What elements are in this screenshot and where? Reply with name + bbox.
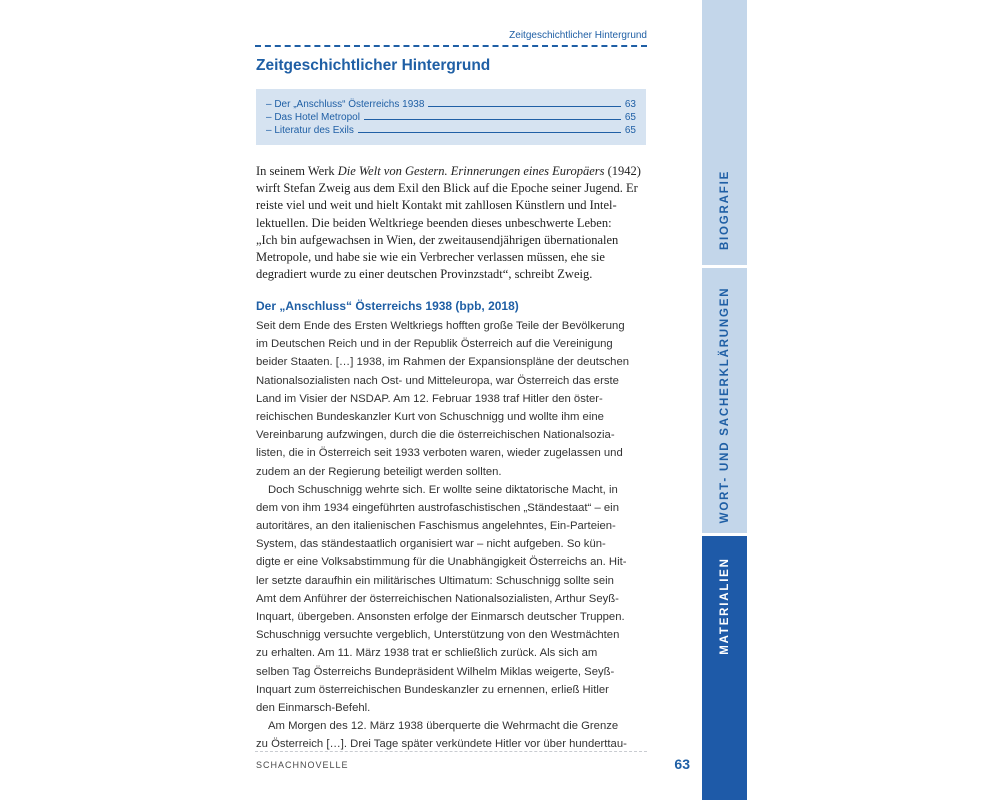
intro-line: degradiert wurde zu einer deutschen Provinzstadt“, schreibt Zweig. (256, 267, 593, 282)
body-line: digte er eine Volksabstimmung für die Unabhängigkeit Österreichs an. Hit- (256, 556, 627, 569)
body-line: Amt dem Anführer der österreichischen Nationalsozialisten, Arthur Seyß- (256, 592, 619, 605)
body-line: Inquart, übergeben. Ansonsten erfolge der Einmarsch deutscher Truppen. (256, 611, 625, 623)
book-title-italic: Die Welt von Gestern. Erinnerungen eines Europäers (337, 164, 605, 178)
page-number: 63 (674, 756, 690, 772)
body-line: selben Tag Österreichs Bundepräsident Wilhelm Miklas weigerte, Seyß- (256, 665, 615, 678)
body-line: Am Morgen des 12. März 1938 überquerte die Wehrmacht die Grenze (268, 720, 619, 733)
body-line: autoritäres, an den italienischen Faschismus angelehntes, Ein-Parteien- (256, 520, 616, 533)
body-line: den Einmarsch-Befehl. (256, 701, 371, 714)
side-tab-wort-und-sacherklaerungen[interactable] (702, 268, 747, 533)
body-line: Schuschnigg versuchte vergeblich, Unterstützung von den Westmächten (256, 629, 620, 642)
running-head: Zeitgeschichtlicher Hintergrund (509, 30, 647, 41)
body-line: Nationalsozialisten nach Ost- und Mitteleuropa, war Österreich das erste (256, 374, 619, 387)
header-divider (255, 45, 647, 47)
body-line: zu Österreich […]. Drei Tage später verkündete Hitler vor über hunderttau- (256, 738, 627, 751)
body-line: beider Staaten. […] 1938, im Rahmen der Expansionspläne der deutschen (256, 356, 630, 369)
side-tab-label: MATERIALIEN (718, 557, 731, 655)
footer-divider (255, 751, 647, 752)
toc-item[interactable] (266, 97, 636, 110)
toc-leader-line (358, 132, 621, 133)
body-line: im Deutschen Reich und in der Republik Österreich auf die Vereinigung (256, 338, 613, 351)
toc-item-label: – Das Hotel Metropol (266, 112, 360, 123)
side-tab-biografie[interactable] (702, 0, 747, 265)
toc-item-page: 65 (624, 112, 636, 123)
subheading: Der „Anschluss“ Österreichs 1938 (bpb, 2018) (256, 299, 519, 313)
body-line: listen, die in Österreich seit 1933 verboten waren, wieder zugelassen und (256, 447, 623, 460)
section-title: Zeitgeschichtlicher Hintergrund (256, 57, 491, 74)
body-text (256, 317, 648, 754)
toc-leader-line (364, 119, 621, 120)
intro-line: lektuellen. Die beiden Weltkriege beenden dieses unbeschwerte Leben: (256, 215, 612, 230)
body-line: Seit dem Ende des Ersten Weltkriegs hofften große Teile der Bevölkerung (256, 320, 625, 332)
body-line: dem von ihm 1934 eingeführten austrofaschistischen „Ständestaat“ – ein (256, 501, 619, 514)
intro-line: reiste viel und weit und hielt Kontakt mit zahllosen Künstlern und Intel- (256, 198, 617, 213)
intro-line (256, 163, 648, 180)
body-line: Land im Visier der NSDAP. Am 12. Februar 1938 traf Hitler den öster- (256, 392, 603, 405)
toc-leader-line (428, 106, 620, 107)
side-tab-label: BIOGRAFIE (718, 169, 731, 251)
body-line: Inquart zum österreichischen Bundeskanzler zu ernennen, erließ Hitler (256, 683, 609, 696)
body-line: Doch Schuschnigg wehrte sich. Er wollte seine diktatorische Macht, in (268, 483, 618, 496)
intro-line: Metropole, und habe sie wie ein Verbrecher verlassen müssen, ehe sie (256, 250, 605, 265)
intro-text: In seinem Werk (256, 164, 338, 178)
toc-item-page: 65 (624, 125, 636, 136)
intro-line: wirft Stefan Zweig aus dem Exil den Blick auf die Epoche seiner Jugend. Er (256, 181, 638, 196)
toc-item-label: – Literatur des Exils (266, 125, 354, 136)
intro-paragraph (256, 163, 648, 283)
toc-item-page: 63 (624, 99, 636, 110)
toc-item-label: – Der „Anschluss“ Österreichs 1938 (266, 99, 425, 110)
body-line: Vereinbarung aufzwingen, durch die die österreichischen Nationalsozia- (256, 429, 615, 442)
intro-line: „Ich bin aufgewachsen in Wien, der zweitausendjährigen übernationalen (256, 232, 619, 247)
body-line: zu erhalten. Am 11. März 1938 trat er schließlich zurück. Als sich am (256, 647, 598, 660)
side-tab-materialien[interactable] (702, 536, 747, 800)
body-line: ler setzte daraufhin ein militärisches Ultimatum: Schuschnigg sollte sein (256, 574, 614, 587)
footer-book-title: SCHACHNOVELLE (256, 760, 349, 770)
toc-item[interactable] (266, 110, 636, 123)
toc-item[interactable] (266, 123, 636, 136)
side-tab-label: WORT- UND SACHERKLÄRUNGEN (718, 286, 731, 524)
table-of-contents (256, 89, 646, 145)
body-line: zudem an der Regierung beteiligt werden sollten. (256, 465, 502, 478)
intro-text: (1942) (604, 164, 641, 178)
body-line: reichischen Bundeskanzler Kurt von Schuschnigg und wollte ihm eine (256, 410, 604, 423)
body-line: System, das ständestaatlich organisiert war – nicht aufgeben. So kün- (256, 538, 606, 551)
